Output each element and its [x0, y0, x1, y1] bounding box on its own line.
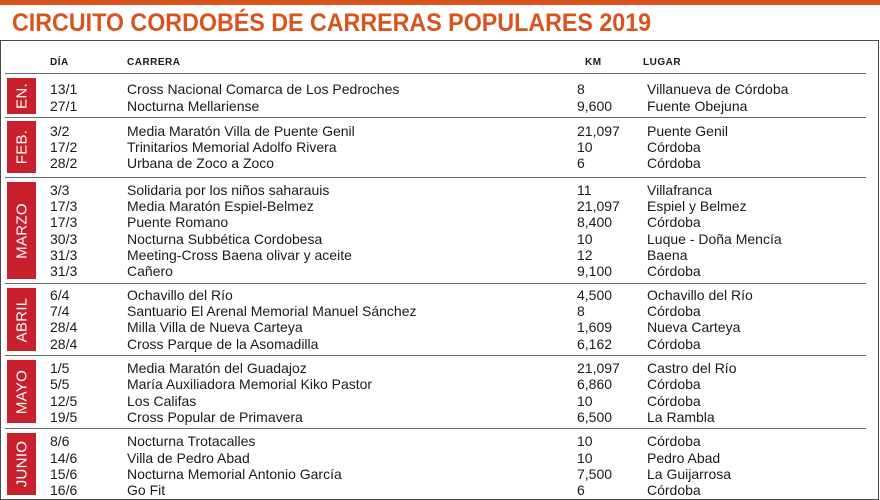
table-row — [0, 319, 880, 335]
race-name: Villa de Pedro Abad — [127, 450, 250, 466]
race-name: Urbana de Zoco a Zoco — [127, 155, 275, 171]
race-date: 8/6 — [50, 433, 70, 449]
race-km: 7,500 — [577, 466, 613, 482]
table-row — [0, 139, 880, 155]
race-name: Puente Romano — [127, 214, 229, 230]
race-name: Solidaria por los niños saharauis — [127, 182, 330, 198]
race-name: Los Califas — [127, 393, 197, 409]
table-row — [0, 198, 880, 214]
race-place: Córdoba — [647, 155, 701, 171]
column-header-km: KM — [585, 57, 602, 68]
race-date: 17/2 — [50, 139, 78, 155]
table-row — [0, 287, 880, 303]
race-km: 21,097 — [577, 360, 620, 376]
race-km: 6,500 — [577, 409, 613, 425]
race-name: Nocturna Trotacalles — [127, 433, 256, 449]
section-rule — [5, 428, 866, 429]
race-name: Meeting-Cross Baena olivar y aceite — [127, 247, 352, 263]
race-km: 9,100 — [577, 263, 613, 279]
race-km: 12 — [577, 247, 593, 263]
race-place: Castro del Río — [647, 360, 737, 376]
table-row — [0, 155, 880, 171]
table-row — [0, 214, 880, 230]
race-km: 8,400 — [577, 214, 613, 230]
race-place: Córdoba — [647, 433, 701, 449]
header-rule — [5, 73, 866, 74]
race-name: Santuario El Arenal Memorial Manuel Sánchez — [127, 303, 417, 319]
table-row — [0, 409, 880, 425]
race-place: Villanueva de Córdoba — [647, 81, 789, 97]
race-place: Córdoba — [647, 393, 701, 409]
race-date: 16/6 — [50, 482, 78, 498]
month-label: JUNIO — [13, 440, 30, 488]
race-place: Córdoba — [647, 139, 701, 155]
race-km: 10 — [577, 433, 593, 449]
race-place: La Rambla — [647, 409, 715, 425]
month-label: MARZO — [13, 202, 30, 259]
race-name: Media Maratón Villa de Puente Genil — [127, 123, 355, 139]
top-accent-bar — [0, 0, 880, 5]
race-date: 31/3 — [50, 263, 78, 279]
race-date: 3/2 — [50, 123, 70, 139]
column-header-place: LUGAR — [643, 57, 682, 68]
table-row — [0, 360, 880, 376]
race-date: 28/4 — [50, 336, 78, 352]
race-place: Baena — [647, 247, 688, 263]
table-row — [0, 303, 880, 319]
race-date: 15/6 — [50, 466, 78, 482]
race-km: 21,097 — [577, 198, 620, 214]
race-place: Espiel y Belmez — [647, 198, 747, 214]
section-rule — [5, 283, 866, 284]
race-date: 28/4 — [50, 319, 78, 335]
race-place: Luque - Doña Mencía — [647, 231, 782, 247]
race-name: Cañero — [127, 263, 173, 279]
race-name: María Auxiliadora Memorial Kiko Pastor — [127, 376, 373, 392]
table-row — [0, 376, 880, 392]
table-row — [0, 450, 880, 466]
race-name: Media Maratón del Guadajoz — [127, 360, 307, 376]
table-row — [0, 433, 880, 449]
race-name: Cross Parque de la Asomadilla — [127, 336, 319, 352]
table-row — [0, 81, 880, 97]
race-date: 31/3 — [50, 247, 78, 263]
race-name: Cross Nacional Comarca de Los Pedroches — [127, 81, 400, 97]
race-name: Cross Popular de Primavera — [127, 409, 303, 425]
race-place: Puente Genil — [647, 123, 728, 139]
race-date: 7/4 — [50, 303, 70, 319]
race-place: Córdoba — [647, 303, 701, 319]
race-name: Nocturna Memorial Antonio García — [127, 466, 342, 482]
race-name: Go Fit — [127, 482, 166, 498]
race-place: Villafranca — [647, 182, 713, 198]
race-km: 10 — [577, 231, 593, 247]
table-row — [0, 123, 880, 139]
table-row — [0, 247, 880, 263]
race-km: 8 — [577, 81, 585, 97]
race-date: 17/3 — [50, 198, 78, 214]
race-place: Nueva Carteya — [647, 319, 741, 335]
race-km: 6,162 — [577, 336, 613, 352]
race-name: Milla Villa de Nueva Carteya — [127, 319, 303, 335]
race-place: Pedro Abad — [647, 450, 721, 466]
section-rule — [5, 177, 866, 178]
section-rule — [5, 355, 866, 356]
race-km: 21,097 — [577, 123, 620, 139]
month-label: FEB. — [13, 129, 30, 165]
table-row — [0, 466, 880, 482]
race-km: 10 — [577, 450, 593, 466]
table-row — [0, 231, 880, 247]
table-row — [0, 393, 880, 409]
column-header-date: DÍA — [50, 57, 69, 68]
race-date: 13/1 — [50, 81, 78, 97]
race-date: 27/1 — [50, 98, 78, 114]
column-header-race: CARRERA — [127, 57, 181, 68]
race-km: 6 — [577, 482, 585, 498]
race-date: 1/5 — [50, 360, 70, 376]
race-km: 9,600 — [577, 98, 613, 114]
race-name: Nocturna Mellariense — [127, 98, 260, 114]
race-km: 10 — [577, 139, 593, 155]
race-km: 6,860 — [577, 376, 613, 392]
table-row — [0, 182, 880, 198]
month-label: MAYO — [13, 369, 30, 414]
section-rule — [5, 117, 866, 118]
month-label: ABRIL — [13, 297, 30, 342]
race-date: 14/6 — [50, 450, 78, 466]
race-km: 8 — [577, 303, 585, 319]
race-place: Córdoba — [647, 263, 701, 279]
table-row — [0, 98, 880, 114]
race-date: 19/5 — [50, 409, 78, 425]
race-place: La Guijarrosa — [647, 466, 732, 482]
race-date: 30/3 — [50, 231, 78, 247]
race-km: 6 — [577, 155, 585, 171]
race-km: 10 — [577, 393, 593, 409]
race-km: 1,609 — [577, 319, 613, 335]
race-name: Ochavillo del Río — [127, 287, 233, 303]
race-name: Media Maratón Espiel-Belmez — [127, 198, 314, 214]
race-date: 5/5 — [50, 376, 70, 392]
race-place: Córdoba — [647, 214, 701, 230]
race-name: Trinitarios Memorial Adolfo Rivera — [127, 139, 337, 155]
table-row — [0, 336, 880, 352]
race-place: Fuente Obejuna — [647, 98, 748, 114]
race-date: 12/5 — [50, 393, 78, 409]
race-place: Córdoba — [647, 336, 701, 352]
page-title: CIRCUITO CORDOBÉS DE CARRERAS POPULARES 2019 — [12, 9, 652, 37]
race-date: 6/4 — [50, 287, 70, 303]
table-row — [0, 482, 880, 498]
race-km: 11 — [577, 182, 592, 198]
race-place: Ochavillo del Río — [647, 287, 753, 303]
race-place: Córdoba — [647, 482, 701, 498]
race-place: Córdoba — [647, 376, 701, 392]
race-name: Nocturna Subbética Cordobesa — [127, 231, 323, 247]
race-date: 3/3 — [50, 182, 70, 198]
race-date: 17/3 — [50, 214, 78, 230]
month-label: EN. — [13, 83, 30, 109]
race-date: 28/2 — [50, 155, 78, 171]
race-km: 4,500 — [577, 287, 613, 303]
table-row — [0, 263, 880, 279]
